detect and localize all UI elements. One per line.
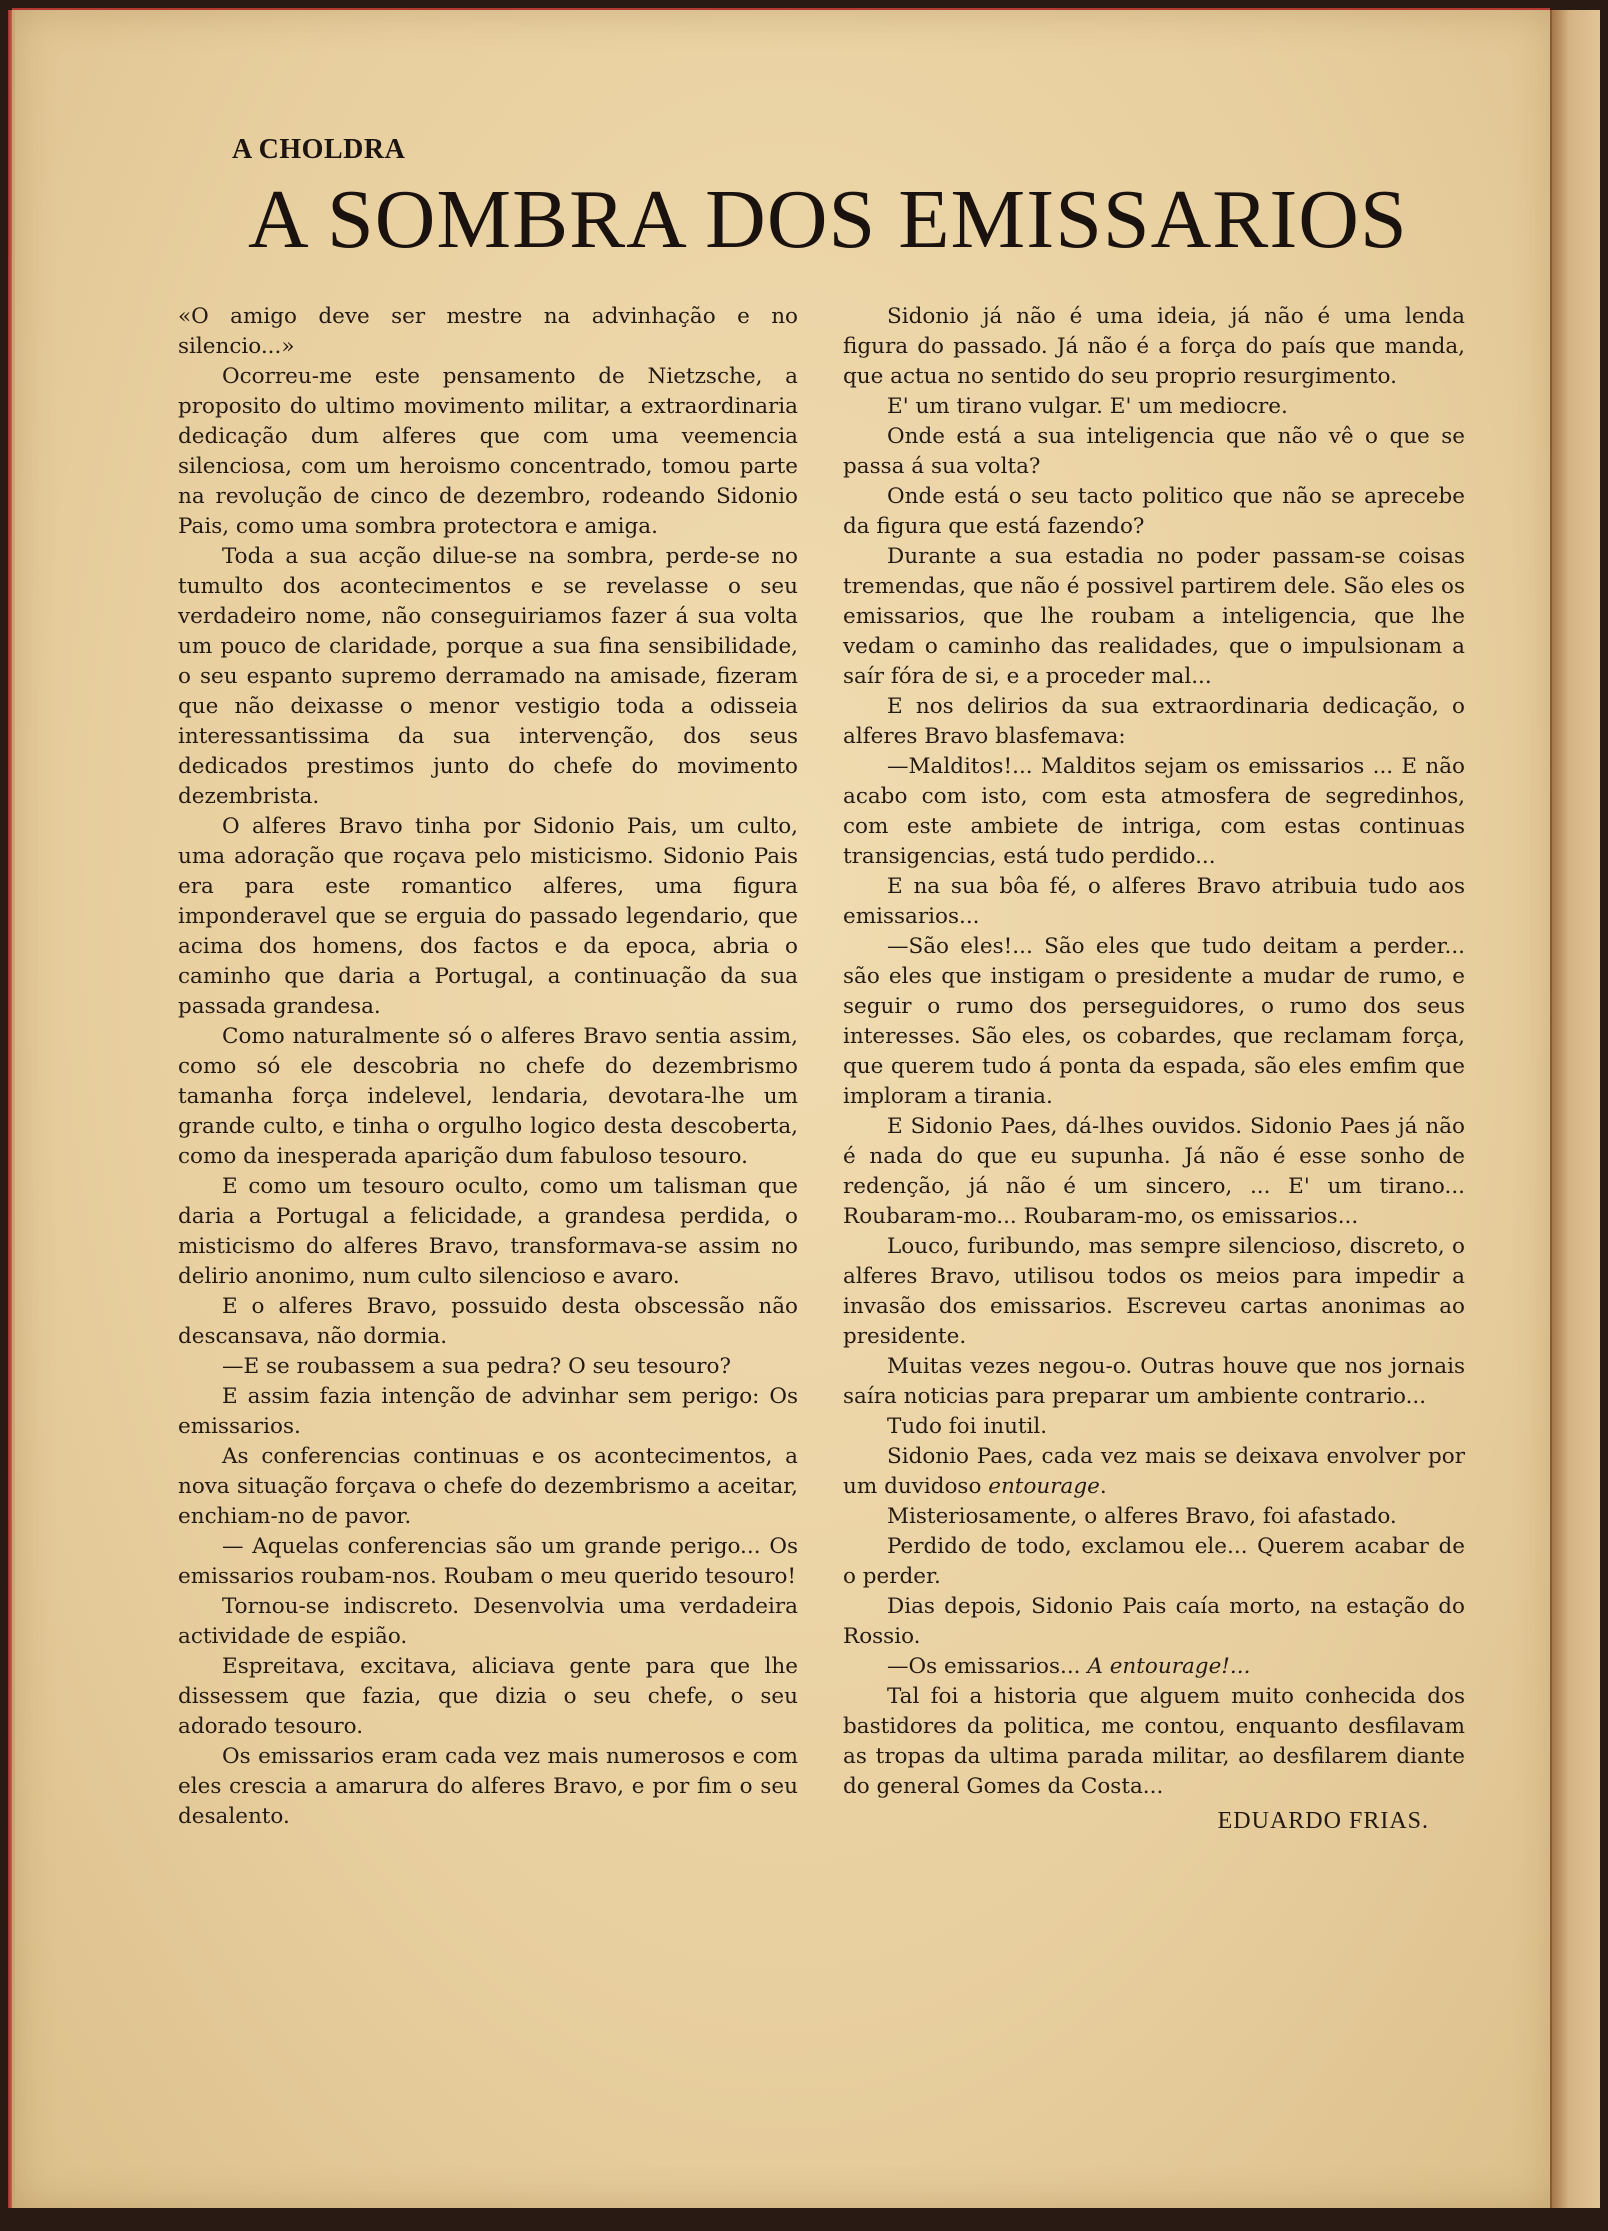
italic-phrase: A entourage!...	[1087, 1654, 1251, 1679]
paragraph: Misteriosamente, o alferes Bravo, foi afastado.	[887, 1504, 1397, 1529]
paragraph: Onde está o seu tacto politico que não se aprecebe da figura que está fazendo?	[843, 484, 1465, 539]
article-right-column	[843, 302, 1465, 1836]
paragraph: Louco, furibundo, mas sempre silencioso, discreto, o alferes Bravo, utilisou todos os meios para impedir a invasão dos emissarios. Escreveu cartas anonimas ao presidente.	[843, 1234, 1465, 1349]
paragraph: E o alferes Bravo, possuido desta obscessão não descansava, não dormia.	[178, 1294, 798, 1349]
section-kicker: A CHOLDRA	[232, 134, 406, 165]
paragraph: Durante a sua estadia no poder passam-se coisas tremendas, que não é possivel partirem dele. São eles os emissarios, que lhe roubam a inteligencia, que lhe vedam o caminho das realidades, que o impulsionam a saír fóra de si, e a proceder mal...	[843, 544, 1465, 689]
paragraph: E assim fazia intenção de advinhar sem perigo: Os emissarios.	[178, 1384, 798, 1439]
paragraph: E Sidonio Paes, dá-lhes ouvidos. Sidonio Paes já não é nada do que eu supunha. Já não é esse sonho de redenção, já não é um sincero, ... E' um tirano... Roubaram-mo... Roubaram-mo, os emissarios...	[843, 1114, 1465, 1229]
paragraph: Os emissarios eram cada vez mais numerosos e com eles crescia a amarura do alferes Bravo, e por fim o seu desalento.	[178, 1744, 798, 1829]
italic-word: entourage	[988, 1474, 1100, 1499]
paragraph: «O amigo deve ser mestre na advinhação e no silencio...»	[178, 304, 798, 359]
paragraph: Onde está a sua inteligencia que não vê o que se passa á sua volta?	[843, 424, 1465, 479]
author-signature: EDUARDO FRIAS.	[1217, 1808, 1429, 1834]
article-headline: A SOMBRA DOS EMISSARIOS	[248, 173, 1408, 266]
paragraph: E' um tirano vulgar. E' um mediocre.	[887, 394, 1288, 419]
paragraph-exclamation	[843, 1652, 1465, 1682]
paragraph-text: Sidonio Paes, cada vez mais se deixava envolver por um duvidoso	[843, 1444, 1465, 1499]
paragraph: E como um tesouro oculto, como um talisman que daria a Portugal a felicidade, a grandesa perdida, o misticismo do alferes Bravo, transformava-se assim no delirio anonimo, num culto silencioso e avaro.	[178, 1174, 798, 1289]
paragraph: Sidonio já não é uma ideia, já não é uma lenda figura do passado. Já não é a força do país que manda, que actua no sentido do seu proprio resurgimento.	[843, 304, 1465, 389]
paragraph: Perdido de todo, exclamou ele... Querem acabar de o perder.	[843, 1534, 1465, 1589]
paragraph: Toda a sua acção dilue-se na sombra, perde-se no tumulto dos acontecimentos e se revelasse o seu verdadeiro nome, não conseguiriamos fazer á sua volta um pouco de claridade, porque a sua fina sensibilidade, o seu espanto supremo derramado na amisade, fizeram que não deixasse o menor vestigio toda a odisseia interessantissima da sua intervenção, dos seus dedicados prestimos junto do chefe do movimento dezembrista.	[178, 544, 798, 809]
paragraph: As conferencias continuas e os acontecimentos, a nova situação forçava o chefe do dezembrismo a aceitar, enchiam-no de pavor.	[178, 1444, 798, 1529]
paragraph: Ocorreu-me este pensamento de Nietzsche, a proposito do ultimo movimento militar, a extraordinaria dedicação dum alferes que com uma veemencia silenciosa, com um heroismo concentrado, tomou parte na revolução de cinco de dezembro, rodeando Sidonio Pais, como uma sombra protectora e amiga.	[178, 364, 798, 539]
paragraph: O alferes Bravo tinha por Sidonio Pais, um culto, uma adoração que roçava pelo misticismo. Sidonio Pais era para este romantico alferes, uma figura imponderavel que se erguia do passado legendario, que acima dos homens, dos factos e da epoca, abria o caminho que daria a Portugal, a continuação da sua passada grandesa.	[178, 814, 798, 1019]
paragraph: Tal foi a historia que alguem muito conhecida dos bastidores da politica, me contou, enquanto desfilavam as tropas da ultima parada militar, ao desfilarem diante do general Gomes da Costa...	[843, 1684, 1465, 1799]
paragraph-entourage: Sidonio Paes, cada vez mais se deixava envolver por um duvidoso entourage.	[843, 1444, 1465, 1499]
paragraph: Dias depois, Sidonio Pais caía morto, na estação do Rossio.	[843, 1594, 1465, 1649]
article-left-column	[178, 302, 798, 1832]
paragraph: E nos delirios da sua extraordinaria dedicação, o alferes Bravo blasfemava:	[843, 694, 1465, 749]
paragraph: —E se roubassem a sua pedra? O seu tesouro?	[222, 1354, 732, 1379]
paragraph: — Aquelas conferencias são um grande perigo... Os emissarios roubam-nos. Roubam o meu querido tesouro!	[178, 1534, 798, 1589]
paragraph: E na sua bôa fé, o alferes Bravo atribuia tudo aos emissarios...	[843, 874, 1465, 929]
paragraph: Muitas vezes negou-o. Outras houve que nos jornais saíra noticias para preparar um ambiente contrario...	[843, 1354, 1465, 1409]
facing-page-edge	[1550, 10, 1600, 2208]
paragraph: Espreitava, excitava, aliciava gente para que lhe dissessem que fazia, que dizia o seu chefe, o seu adorado tesouro.	[178, 1654, 798, 1739]
paragraph: —Malditos!... Malditos sejam os emissarios ... E não acabo com isto, com esta atmosfera de segredinhos, com este ambiete de intriga, com estas continuas transigencias, está tudo perdido...	[843, 754, 1465, 869]
paragraph: —São eles!... São eles que tudo deitam a perder... são eles que instigam o presidente a mudar de rumo, e seguir o rumo dos perseguidores, o rumo dos seus interesses. São eles, os cobardes, que reclamam força, que querem tudo á ponta da espada, são eles emfim que imploram a tirania.	[843, 934, 1465, 1109]
paragraph: Como naturalmente só o alferes Bravo sentia assim, como só ele descobria no chefe do dezembrismo tamanha força indelevel, lendaria, devotara-lhe um grande culto, e tinha o orgulho logico desta descoberta, como da inesperada aparição dum fabuloso tesouro.	[178, 1024, 798, 1169]
paragraph: Tudo foi inutil.	[887, 1414, 1048, 1439]
paragraph-text: —Os emissarios...	[887, 1654, 1088, 1679]
paragraph: Tornou-se indiscreto. Desenvolvia uma verdadeira actividade de espião.	[178, 1594, 798, 1649]
